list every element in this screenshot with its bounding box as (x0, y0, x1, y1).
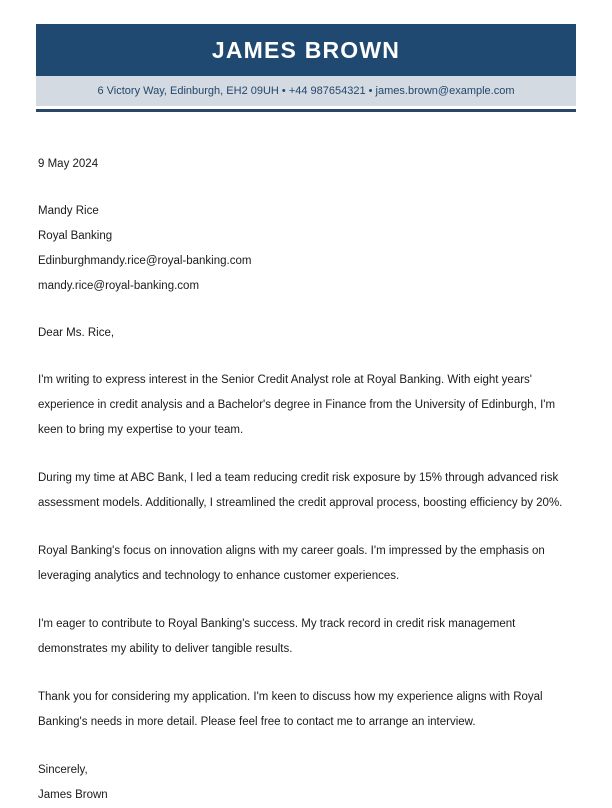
header-divider-rule (36, 109, 576, 112)
closing-salutation: Sincerely, (38, 764, 88, 776)
recipient-company: Royal Banking (38, 230, 113, 242)
body-paragraph-5: Thank you for considering my application. I'm keen to discuss how my experience aligns with Royal Banking's needs in more detail. Please feel free to contact me to arrange an interview. (38, 691, 543, 728)
closing-block (38, 758, 574, 808)
recipient-address-email: Edinburghmandy.rice@royal-banking.com (38, 255, 252, 267)
body-paragraph-4: I'm eager to contribute to Royal Banking's success. My track record in credit risk management demonstrates my ability to deliver tangible results. (38, 618, 516, 655)
letter-date: 9 May 2024 (38, 158, 99, 170)
body-paragraph-1: I'm writing to express interest in the Senior Credit Analyst role at Royal Banking. With eight years' experience in credit analysis and a Bachelor's degree in Finance from the University of Edinburgh, I'm keen to bring my expertise to your team. (38, 374, 556, 436)
recipient-name: Mandy Rice (38, 205, 99, 217)
contact-details: 6 Victory Way, Edinburgh, EH2 09UH • +44 987654321 • james.brown@example.com (97, 84, 515, 97)
body-paragraph-3: Royal Banking's focus on innovation aligns with my career goals. I'm impressed by the emphasis on leveraging analytics and technology to enhance customer experiences. (38, 545, 545, 582)
letterhead (36, 24, 576, 112)
applicant-name: JAMES BROWN (211, 36, 401, 63)
body-paragraph-2: During my time at ABC Bank, I led a team reducing credit risk exposure by 15% through advanced risk assessment models. Additionally, I streamlined the credit approval process, boosting efficiency by 20%. (38, 472, 563, 509)
recipient-email: mandy.rice@royal-banking.com (38, 280, 200, 292)
name-banner (36, 24, 576, 76)
recipient-block (38, 199, 574, 299)
salutation: Dear Ms. Rice, (38, 327, 115, 339)
contact-band (36, 76, 576, 106)
signature-name: James Brown (38, 789, 108, 801)
letter-body (38, 152, 574, 808)
